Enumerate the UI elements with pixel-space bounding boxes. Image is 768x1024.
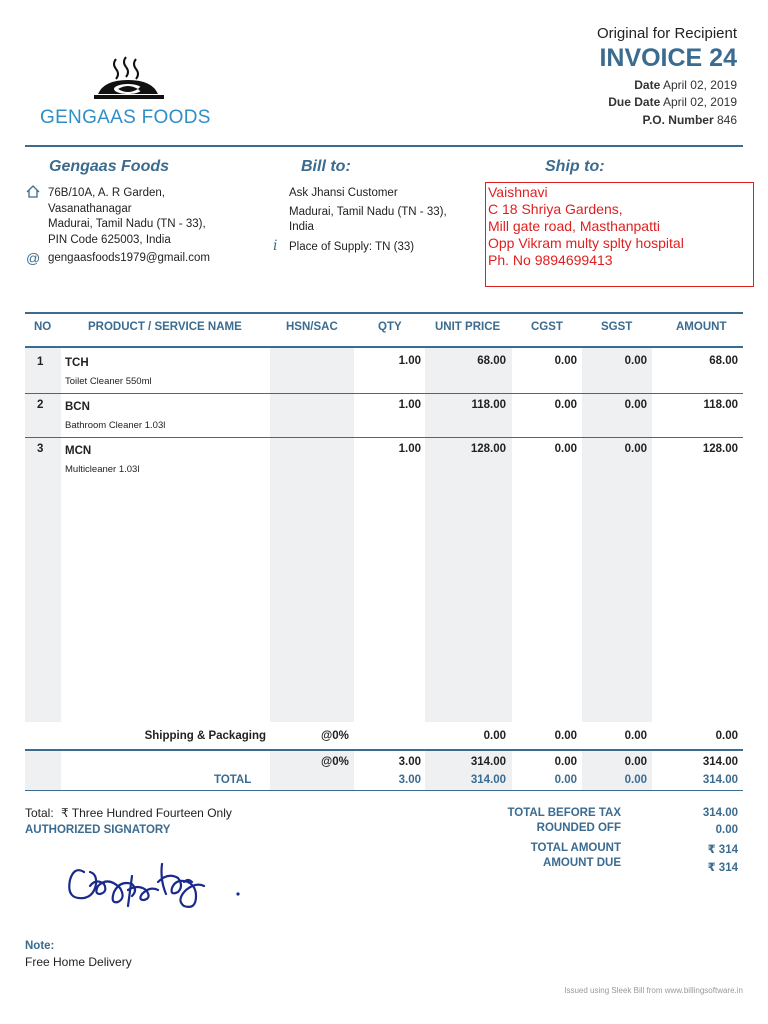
tax-qty: 3.00 [398, 756, 421, 768]
home-icon [26, 185, 40, 198]
total-words-label: Total: [25, 806, 54, 820]
row-price: 128.00 [470, 443, 506, 455]
row-amount: 118.00 [703, 399, 738, 411]
bill-to-heading: Bill to: [301, 158, 351, 175]
summary-label: ROUNDED OFF [536, 822, 621, 834]
company-name: Gengaas Foods [49, 158, 170, 175]
total-cgst: 0.00 [554, 774, 577, 786]
po-label: P.O. Number [642, 113, 714, 127]
totals-bottom-divider [25, 790, 743, 791]
ship-to-heading: Ship to: [545, 158, 605, 175]
summary-label: TOTAL AMOUNT [530, 842, 621, 854]
address-line: Vasanathanagar [48, 202, 132, 215]
col-header-unit-price: UNIT PRICE [435, 321, 501, 333]
col-header-product: PRODUCT / SERVICE NAME [88, 321, 242, 333]
po-number [642, 113, 737, 127]
row-amount: 128.00 [702, 443, 738, 455]
tax-amount: 314.00 [702, 756, 738, 768]
issued-by: Issued using Sleek Bill from www.billingsoftware.in [564, 986, 743, 995]
row-divider [25, 393, 743, 394]
bill-to-address [289, 186, 447, 236]
summary-label: AMOUNT DUE [543, 857, 621, 869]
row-desc: Multicleaner 1.03l [65, 464, 140, 475]
shade-total-no [25, 751, 61, 790]
bill-to-line: India [289, 221, 314, 233]
total-amount: 314.00 [702, 774, 738, 786]
row-price: 68.00 [477, 355, 506, 367]
tax-rate: @0% [321, 756, 349, 768]
bill-to-line: Madurai, Tamil Nadu (TN - 33), [289, 205, 447, 218]
row-sgst: 0.00 [624, 443, 647, 455]
due-value: April 02, 2019 [662, 95, 737, 109]
col-header-cgst: CGST [531, 321, 563, 333]
signature-image [62, 846, 247, 918]
company-email: gengaasfoods1979@gmail.com [48, 252, 210, 264]
row-sgst: 0.00 [624, 399, 647, 411]
note-label: Note: [25, 940, 55, 952]
ship-to-line: Ph. No 9894699413 [488, 252, 613, 268]
table-top-divider [25, 312, 743, 314]
row-code: MCN [65, 445, 92, 457]
ship-to-line: C 18 Shriya Gardens, [488, 201, 623, 217]
po-value: 846 [716, 113, 737, 127]
row-cgst: 0.00 [554, 443, 577, 455]
row-desc: Bathroom Cleaner 1.03l [65, 420, 166, 431]
total-label: TOTAL [214, 774, 252, 786]
info-icon: i [273, 238, 278, 254]
summary-value: ₹ 314 [707, 862, 738, 874]
place-of-supply: Place of Supply: TN (33) [289, 241, 415, 253]
row-desc: Toilet Cleaner 550ml [65, 376, 152, 387]
due-label: Due Date [608, 95, 661, 109]
shade-col-hsn [270, 348, 354, 722]
row-divider [25, 437, 743, 438]
row-no: 3 [37, 443, 44, 455]
ship-to-line: Mill gate road, Masthanpatti [488, 218, 660, 234]
row-sgst: 0.00 [624, 355, 647, 367]
address-line: 76B/10A, A. R Garden, [48, 187, 165, 199]
col-header-amount: AMOUNT [676, 321, 727, 333]
total-qty: 3.00 [398, 774, 421, 786]
ship-to-box [485, 182, 754, 287]
col-header-hsn: HSN/SAC [286, 321, 338, 333]
shipping-rate: @0% [321, 730, 349, 742]
date-label: Date [634, 78, 661, 92]
row-qty: 1.00 [398, 355, 421, 367]
row-cgst: 0.00 [554, 399, 577, 411]
ship-to-line: Opp Vikram multy splty hospital [488, 235, 684, 251]
shipping-sgst: 0.00 [624, 730, 647, 742]
tax-price: 314.00 [470, 756, 506, 768]
row-cgst: 0.00 [554, 355, 577, 367]
tax-cgst: 0.00 [554, 756, 577, 768]
col-header-qty: QTY [378, 321, 402, 333]
due-date [608, 95, 737, 109]
total-price: 314.00 [470, 774, 506, 786]
header-divider [25, 145, 743, 147]
shipping-amount: 0.00 [715, 730, 738, 742]
address-line: Madurai, Tamil Nadu (TN - 33), [48, 218, 206, 230]
row-no: 2 [37, 399, 44, 411]
row-amount: 68.00 [709, 355, 738, 367]
total-sgst: 0.00 [624, 774, 647, 786]
authorized-signatory: AUTHORIZED SIGNATORY [25, 824, 171, 836]
ship-to-line: Vaishnavi [488, 184, 548, 200]
summary-label: TOTAL BEFORE TAX [507, 807, 621, 819]
company-address [48, 186, 206, 248]
row-code: BCN [65, 401, 90, 413]
col-header-no: NO [34, 321, 52, 333]
row-qty: 1.00 [398, 399, 421, 411]
address-line: PIN Code 625003, India [48, 233, 171, 246]
shipping-label: Shipping & Packaging [144, 730, 266, 742]
total-in-words [25, 806, 232, 820]
summary-value: ₹ 314 [707, 844, 738, 856]
at-icon: @ [26, 250, 41, 266]
shipping-cgst: 0.00 [554, 730, 577, 742]
copy-label: Original for Recipient [596, 25, 737, 42]
note-text: Free Home Delivery [25, 955, 132, 969]
shipping-price: 0.00 [483, 730, 506, 742]
col-header-sgst: SGST [601, 321, 633, 333]
bill-to-name: Ask Jhansi Customer [289, 187, 398, 199]
invoice-title: INVOICE 24 [599, 44, 737, 72]
summary-value: 0.00 [715, 824, 738, 836]
row-qty: 1.00 [398, 443, 421, 455]
company-logo-text: GENGAAS FOODS [40, 107, 211, 128]
company-logo-icon [92, 55, 167, 110]
total-words-value: ₹ Three Hundred Fourteen Only [61, 806, 232, 820]
row-code: TCH [65, 357, 89, 369]
invoice-date [634, 78, 737, 92]
tax-sgst: 0.00 [624, 756, 647, 768]
row-no: 1 [37, 356, 44, 368]
date-value: April 02, 2019 [662, 78, 737, 92]
row-price: 118.00 [471, 399, 506, 411]
summary-value: 314.00 [702, 807, 738, 819]
